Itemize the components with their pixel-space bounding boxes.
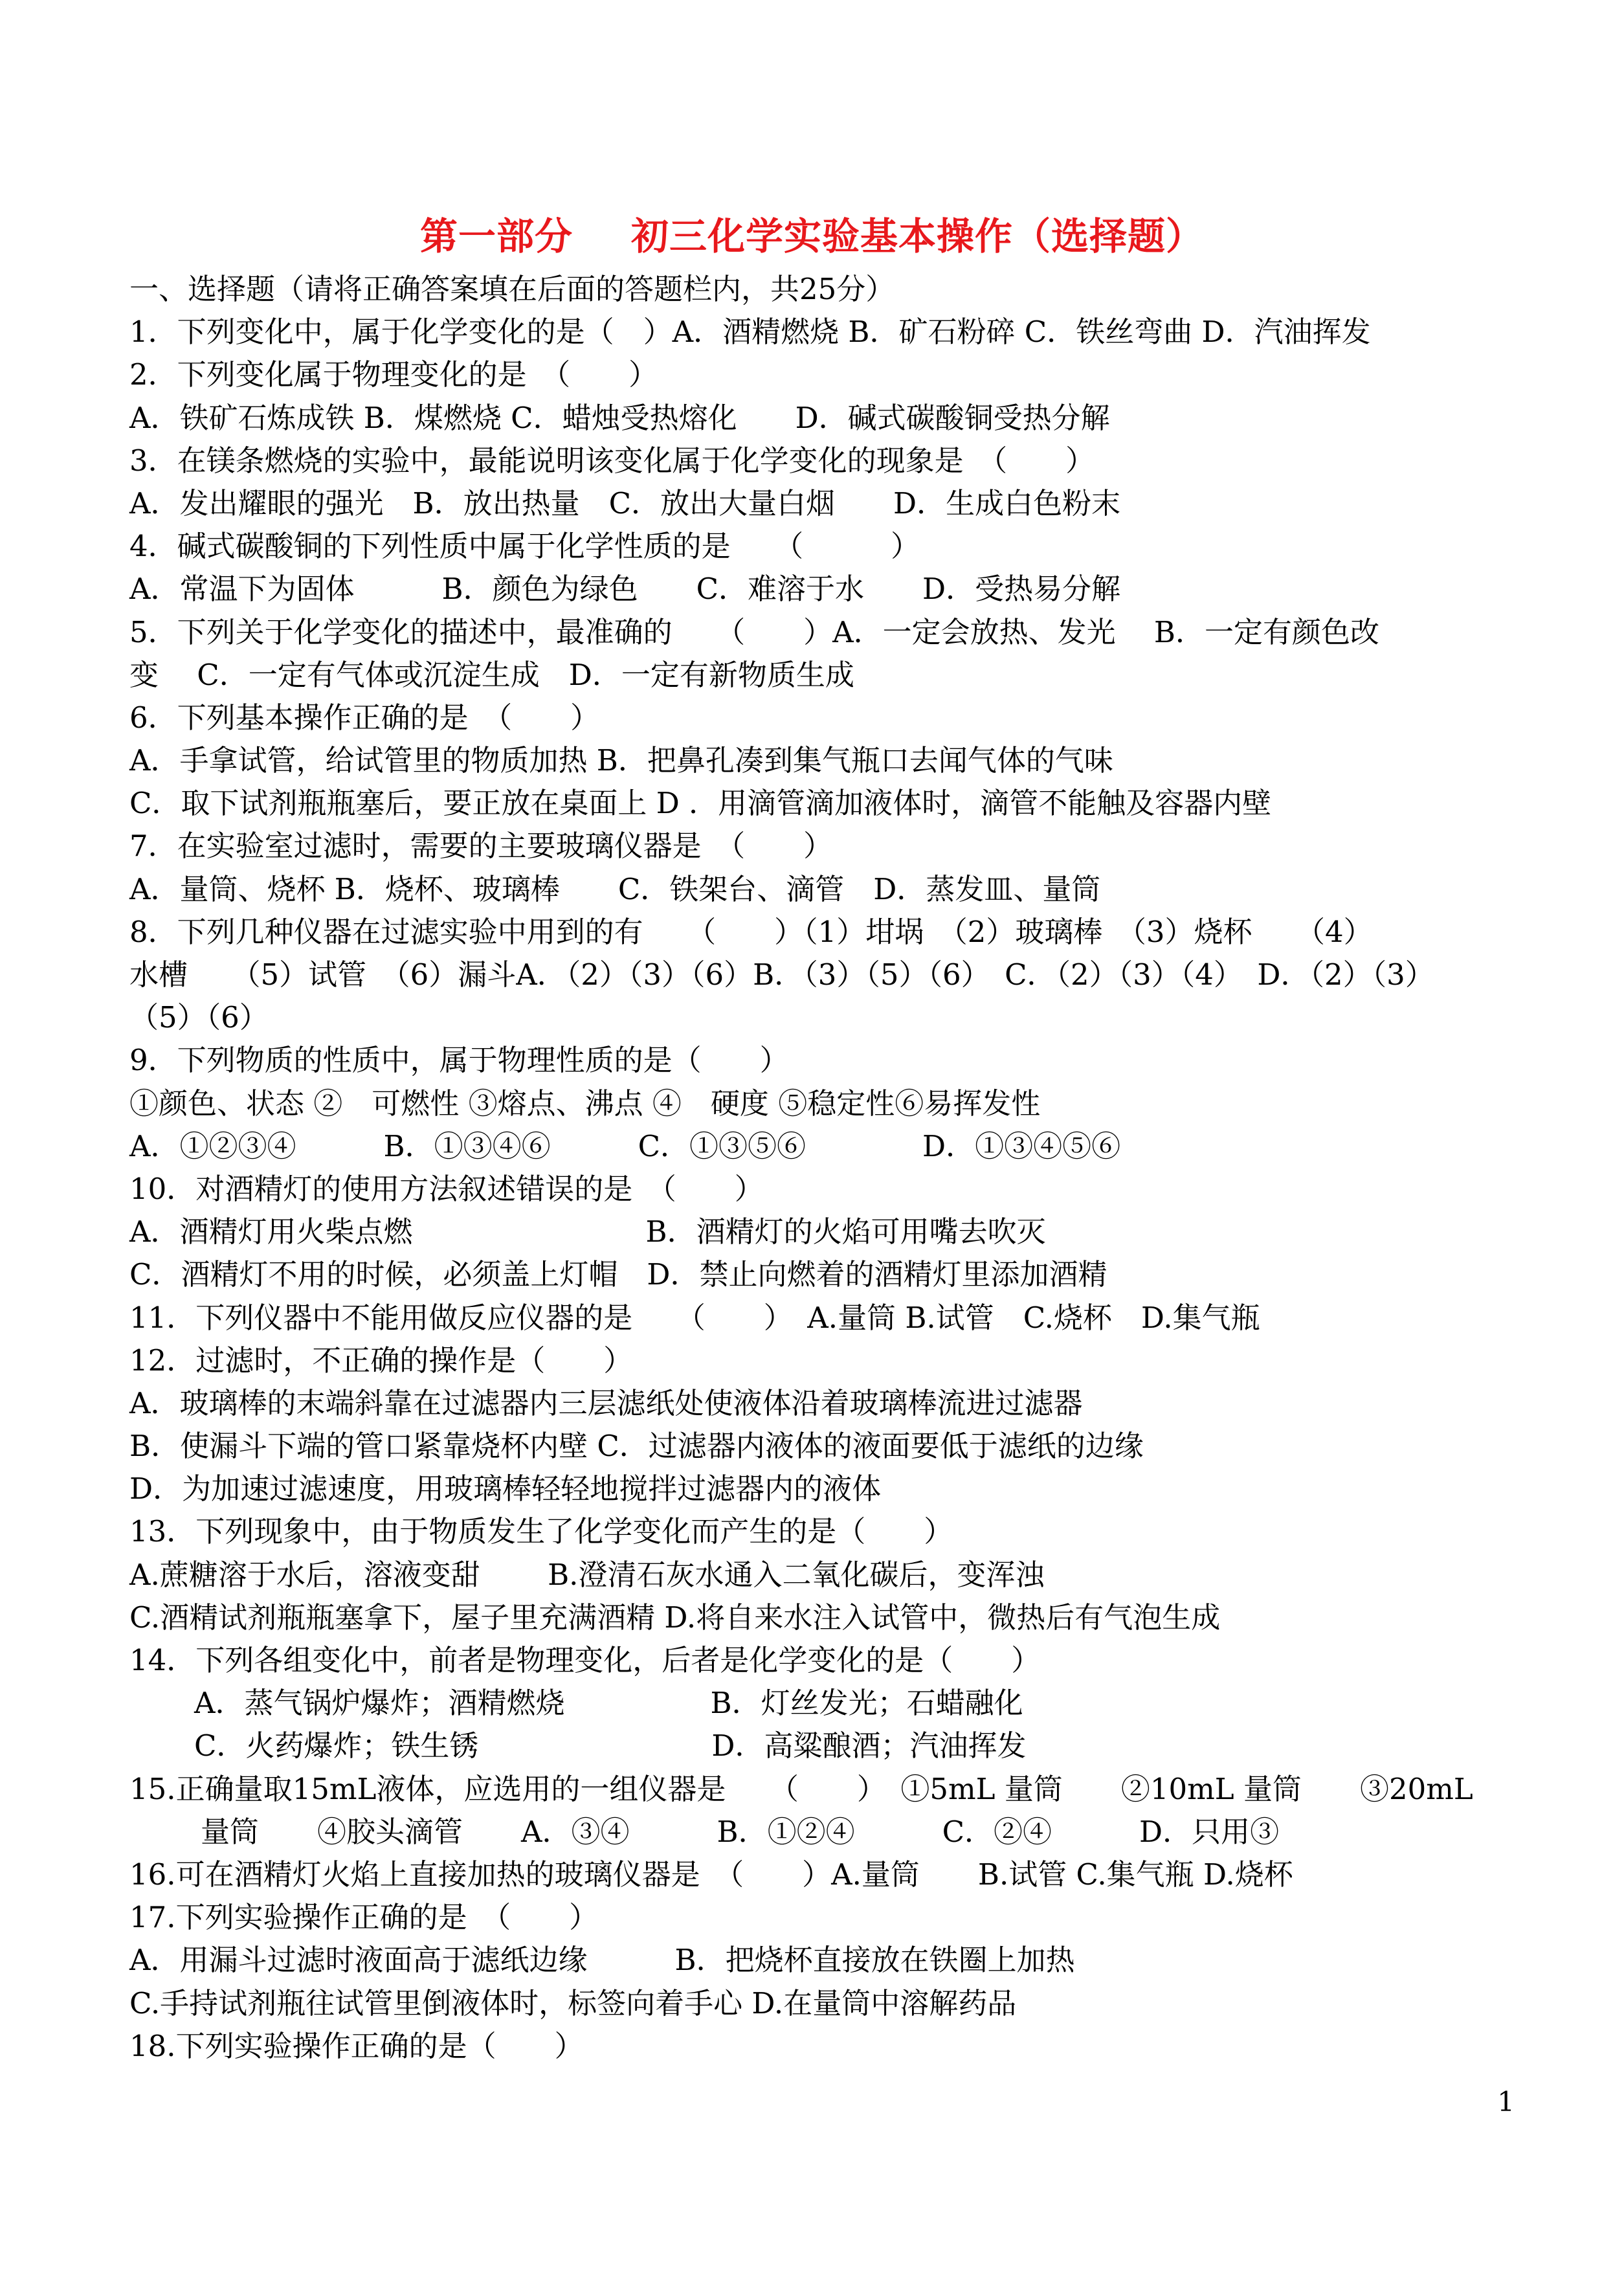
question-10-options-cd: C．酒精灯不用的时候，必须盖上灯帽 D．禁止向燃着的酒精灯里添加酒精 xyxy=(129,1257,1107,1292)
question-8: 8．下列几种仪器在过滤实验中用到的有 （ ）（1）坩埚 （2）玻璃棒 （3）烧杯 （4） xyxy=(129,914,1373,949)
question-14-options-ab: A．蒸气锅炉爆炸；酒精燃烧 B．灯丝发光；石蜡融化 xyxy=(194,1686,1023,1721)
question-10: 10．对酒精灯的使用方法叙述错误的是 （ ） xyxy=(129,1171,764,1206)
question-2-options: A．铁矿石炼成铁 B．煤燃烧 C．蜡烛受热熔化 D．碱式碳酸铜受热分解 xyxy=(129,400,1110,435)
question-15-continued: 量筒 ④胶头滴管 A．③④ B．①②④ C．②④ D．只用③ xyxy=(201,1814,1280,1849)
question-12: 12．过滤时，不正确的操作是（ ） xyxy=(129,1343,633,1378)
question-15: 15.正确量取15mL液体，应选用的一组仪器是 （ ） ①5mL 量筒 ②10mL 量筒 ③20mL xyxy=(129,1771,1473,1806)
question-9: 9．下列物质的性质中，属于物理性质的是（ ） xyxy=(129,1043,789,1078)
question-11: 11．下列仪器中不能用做反应仪器的是 （ ） A.量筒 B.试管 C.烧杯 D.集气瓶 xyxy=(129,1300,1260,1335)
question-6: 6．下列基本操作正确的是 （ ） xyxy=(129,700,600,735)
page-number: 1 xyxy=(1497,2086,1515,2118)
question-14: 14．下列各组变化中，前者是物理变化，后者是化学变化的是（ ） xyxy=(129,1643,1041,1677)
question-12-option-d: D．为加速过滤速度，用玻璃棒轻轻地搅拌过滤器内的液体 xyxy=(129,1471,882,1506)
question-18: 18.下列实验操作正确的是（ ） xyxy=(129,2028,584,2063)
question-12-option-a: A．玻璃棒的末端斜靠在过滤器内三层滤纸处使液体沿着玻璃棒流进过滤器 xyxy=(129,1385,1083,1420)
question-17-options-ab: A．用漏斗过滤时液面高于滤纸边缘 B．把烧杯直接放在铁圈上加热 xyxy=(129,1943,1075,1978)
title-part-1: 第一部分 xyxy=(419,214,573,258)
page-title xyxy=(0,206,1624,260)
question-8-continued: 水槽 （5）试管 （6）漏斗A．（2）（3）（6）B．（3）（5）（6） C．（2）（3）（4） D．（2）（3） xyxy=(129,957,1434,992)
question-16: 16.可在酒精灯火焰上直接加热的玻璃仪器是 （ ）A.量筒 B.试管 C.集气瓶 D.烧杯 xyxy=(129,1857,1293,1892)
question-13-options-ab: A.蔗糖溶于水后，溶液变甜 B.澄清石灰水通入二氧化碳后，变浑浊 xyxy=(129,1557,1045,1592)
section-heading: 一、选择题（请将正确答案填在后面的答题栏内，共25分） xyxy=(129,272,895,306)
question-4: 4．碱式碳酸铜的下列性质中属于化学性质的是 （ ） xyxy=(129,529,920,564)
question-7-options: A．量筒、烧杯 B．烧杯、玻璃棒 C．铁架台、滴管 D．蒸发皿、量筒 xyxy=(129,871,1101,906)
question-14-options-cd: C．火药爆炸；铁生锈 D．高粱酿酒；汽油挥发 xyxy=(194,1728,1027,1763)
question-2: 2．下列变化属于物理变化的是 （ ） xyxy=(129,357,658,392)
question-5-continued: 变 C．一定有气体或沉淀生成 D．一定有新物质生成 xyxy=(129,657,854,692)
question-8-continued-2: （5）（6） xyxy=(129,1000,269,1035)
question-9-properties: ①颜色、状态 ② 可燃性 ③熔点、沸点 ④ 硬度 ⑤稳定性⑥易挥发性 xyxy=(129,1086,1041,1121)
question-13-options-cd: C.酒精试剂瓶瓶塞拿下，屋子里充满酒精 D.将自来水注入试管中，微热后有气泡生成 xyxy=(129,1600,1221,1635)
question-4-options: A．常温下为固体 B．颜色为绿色 C．难溶于水 D．受热易分解 xyxy=(129,572,1121,607)
question-17: 17.下列实验操作正确的是 （ ） xyxy=(129,1900,599,1935)
question-list xyxy=(129,268,1528,2068)
question-6-options-ab: A．手拿试管，给试管里的物质加热 B．把鼻孔凑到集气瓶口去闻气体的气味 xyxy=(129,743,1113,778)
question-17-options-cd: C.手持试剂瓶往试管里倒液体时，标签向着手心 D.在量筒中溶解药品 xyxy=(129,1985,1017,2020)
question-3: 3．在镁条燃烧的实验中，最能说明该变化属于化学变化的现象是 （ ） xyxy=(129,443,1095,478)
question-10-options-ab: A．酒精灯用火柴点燃 B．酒精灯的火焰可用嘴去吹灭 xyxy=(129,1214,1046,1249)
question-1: 1．下列变化中，属于化学变化的是（ ）A．酒精燃烧 B．矿石粉碎 C．铁丝弯曲 D．汽油挥发 xyxy=(129,315,1371,350)
question-13: 13．下列现象中，由于物质发生了化学变化而产生的是（ ） xyxy=(129,1514,953,1549)
question-7: 7．在实验室过滤时，需要的主要玻璃仪器是 （ ） xyxy=(129,829,833,864)
title-part-2: 初三化学实验基本操作（选择题） xyxy=(631,214,1205,258)
question-12-options-bc: B．使漏斗下端的管口紧靠烧杯内壁 C．过滤器内液体的液面要低于滤纸的边缘 xyxy=(129,1429,1144,1464)
question-6-options-cd: C．取下试剂瓶瓶塞后，要正放在桌面上 D ．用滴管滴加液体时，滴管不能触及容器内壁 xyxy=(129,786,1272,821)
question-3-options: A．发出耀眼的强光 B．放出热量 C．放出大量白烟 D．生成白色粉末 xyxy=(129,486,1121,520)
question-9-options: A．①②③④ B．①③④⑥ C．①③⑤⑥ D．①③④⑤⑥ xyxy=(129,1128,1121,1163)
question-5: 5．下列关于化学变化的描述中，最准确的 （ ）A．一定会放热、发光 B．一定有颜色改 xyxy=(129,614,1380,649)
